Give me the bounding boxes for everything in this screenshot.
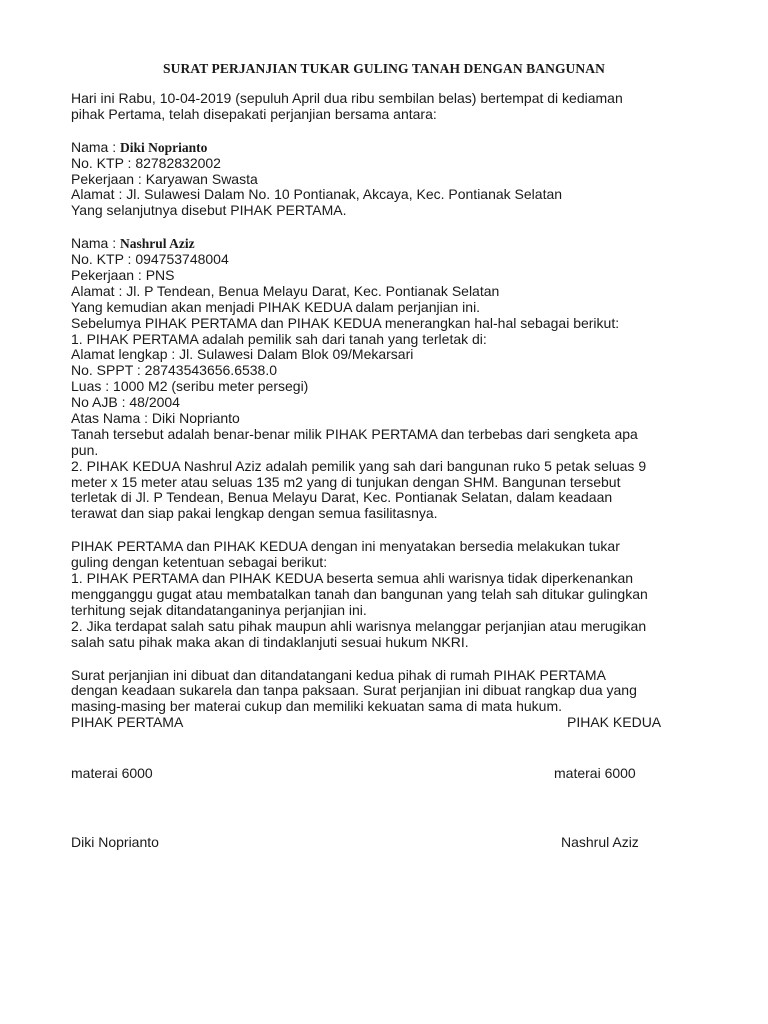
party-two-address: Alamat : Jl. P Tendean, Benua Melayu Darat, Kec. Pontianak Selatan [71,282,500,299]
terms-line: mengganggu gugat atau membatalkan tanah dan bangunan yang telah sah ditukar gulingkan [71,585,648,602]
party-two-name-line [71,236,711,252]
terms-line: guling dengan ketentuan sebagai berikut: [71,554,328,571]
party-two-name: Nashrul Aziz [120,236,195,252]
party-two-ktp: No. KTP : 094753748004 [71,251,229,268]
terms-line: PIHAK PERTAMA dan PIHAK KEDUA dengan ini menyatakan bersedia melakukan tukar [71,538,620,555]
statement-line: Tanah tersebut adalah benar-benar milik PIHAK PERTAMA dan terbebas dari sengketa apa [71,425,638,442]
party-one-signature-name: Diki Noprianto [71,834,159,850]
closing-line: Surat perjanjian ini dibuat dan ditandatangani kedua pihak di rumah PIHAK PERTAMA [71,666,606,683]
statement-line: terletak di Jl. P Tendean, Benua Melayu Darat, Kec. Pontianak Selatan, dalam keadaan [71,489,613,506]
statement-line: Alamat lengkap : Jl. Sulawesi Dalam Blok 09/Mekarsari [71,346,414,363]
statement-line: Sebelumya PIHAK PERTAMA dan PIHAK KEDUA menerangkan hal-hal sebagai berikut: [71,314,620,331]
party-one-ktp: No. KTP : 82782832002 [71,154,221,171]
statement-line: 2. PIHAK KEDUA Nashrul Aziz adalah pemilik yang sah dari bangunan ruko 5 petak seluas 9 [71,457,647,474]
party-one-block [71,140,711,219]
document-title: SURAT PERJANJIAN TUKAR GULING TANAH DENGAN BANGUNAN [163,61,605,76]
party-two-block [71,236,711,315]
closing-block [71,668,711,716]
statement-line: Luas : 1000 M2 (seribu meter persegi) [71,378,309,395]
statement-line: terawat dan siap pakai lengkap dengan semua fasilitasnya. [71,505,438,522]
terms-line: 2. Jika terdapat salah satu pihak maupun ahli warisnya melanggar perjanjian atau merugikan [71,617,647,634]
party-one-name: Diki Noprianto [120,139,208,155]
party-one-job: Pekerjaan : Karyawan Swasta [71,170,258,187]
intro-line: pihak Pertama, telah disepakati perjanjian bersama antara: [71,105,437,122]
party-two-stamp: materai 6000 [554,765,636,781]
statement-line: meter x 15 meter atau seluas 135 m2 yang di tunjukan dengan SHM. Bangunan tersebut [71,473,621,490]
document-body [71,91,711,715]
statement-line: Atas Nama : Diki Noprianto [71,410,240,427]
name-label: Nama : [71,138,121,155]
closing-line: masing-masing ber materai cukup dan memiliki kekuatan sama di mata hukum. [71,698,562,715]
statements-block [71,316,711,523]
closing-line: dengan keadaan sukarela dan tanpa paksaan. Surat perjanjian ini dibuat rangkap dua yang [71,682,637,699]
party-two-designation: Yang kemudian akan menjadi PIHAK KEDUA dalam perjanjian ini. [71,298,481,315]
statement-line: 1. PIHAK PERTAMA adalah pemilik sah dari tanah yang terletak di: [71,330,487,347]
name-label: Nama : [71,235,121,252]
terms-block [71,539,711,650]
intro-paragraph [71,91,711,123]
party-one-address: Alamat : Jl. Sulawesi Dalam No. 10 Pontianak, Akcaya, Kec. Pontianak Selatan [71,186,563,203]
terms-line: 1. PIHAK PERTAMA dan PIHAK KEDUA beserta semua ahli warisnya tidak diperkenankan [71,570,634,587]
party-two-signature-heading: PIHAK KEDUA [567,714,662,730]
terms-line: terhitung sejak ditandatanganinya perjanjian ini. [71,601,367,618]
party-one-designation: Yang selanjutnya disebut PIHAK PERTAMA. [71,202,347,219]
party-one-name-line [71,140,711,156]
intro-line: Hari ini Rabu, 10-04-2019 (sepuluh April dua ribu sembilan belas) bertempat di kediaman [71,90,623,106]
terms-line: salah satu pihak maka akan di tindaklanjuti sesuai hukum NKRI. [71,633,469,650]
statement-line: pun. [71,441,99,458]
statement-line: No AJB : 48/2004 [71,394,180,411]
party-two-signature-name: Nashrul Aziz [561,834,639,850]
party-two-job: Pekerjaan : PNS [71,267,175,284]
party-one-signature-heading: PIHAK PERTAMA [71,714,184,730]
statement-line: No. SPPT : 28743543656.6538.0 [71,362,278,379]
party-one-stamp: materai 6000 [71,765,153,781]
